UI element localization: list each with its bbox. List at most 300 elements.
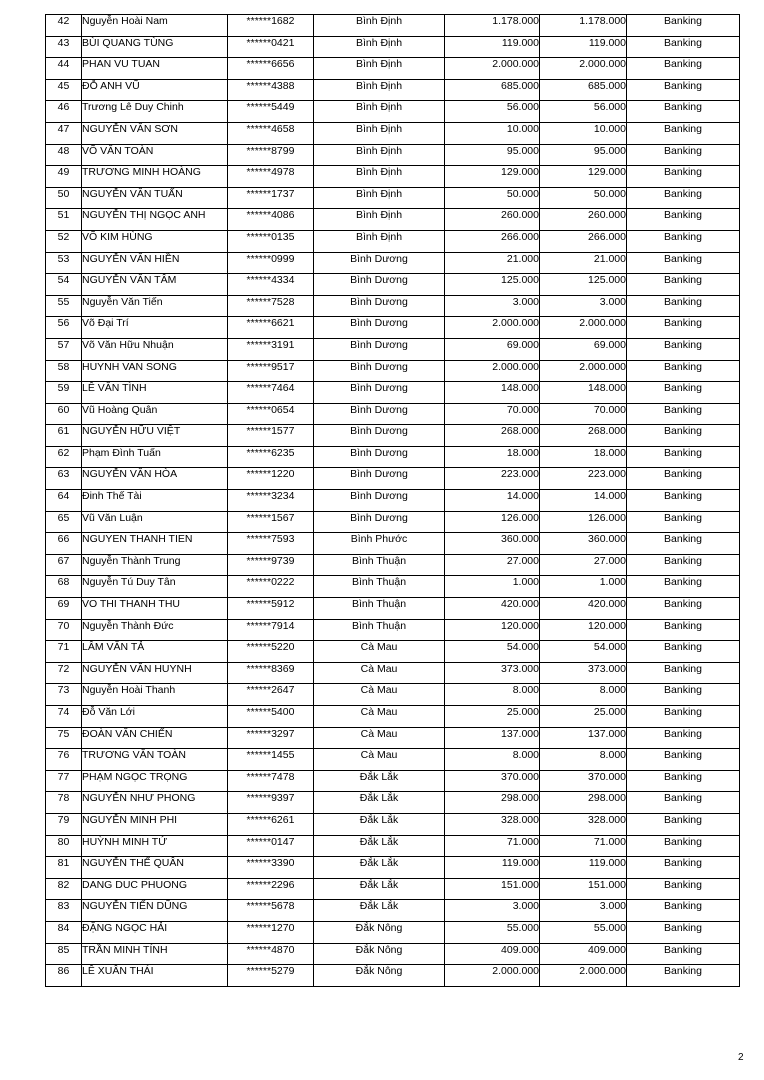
amount: 10.000 (445, 122, 540, 144)
province: Bình Dương (314, 295, 445, 317)
payment-method: Banking (627, 230, 740, 252)
amount: 1.178.000 (445, 15, 540, 37)
donor-name: NGUYỄN VĂN SƠN (82, 122, 228, 144)
amount: 148.000 (445, 382, 540, 404)
account-number: ******7464 (228, 382, 314, 404)
donor-name: Đinh Thế Tài (82, 490, 228, 512)
table-row (46, 468, 740, 490)
table-row (46, 230, 740, 252)
account-number: ******1567 (228, 511, 314, 533)
amount-total: 126.000 (540, 511, 627, 533)
payment-method: Banking (627, 943, 740, 965)
amount: 151.000 (445, 878, 540, 900)
amount: 223.000 (445, 468, 540, 490)
row-number: 43 (46, 36, 82, 58)
donor-name: TRẦN MINH TÍNH (82, 943, 228, 965)
amount: 27.000 (445, 554, 540, 576)
donor-name: NGUYỄN HỮU VIỆT (82, 425, 228, 447)
donor-name: Trương Lê Duy Chinh (82, 101, 228, 123)
donor-name: PHAN VU TUAN (82, 58, 228, 80)
province: Đắk Nông (314, 921, 445, 943)
payment-method: Banking (627, 166, 740, 188)
amount: 3.000 (445, 295, 540, 317)
table-row (46, 598, 740, 620)
amount-total: 2.000.000 (540, 58, 627, 80)
row-number: 58 (46, 360, 82, 382)
province: Đắk Lắk (314, 878, 445, 900)
amount-total: 8.000 (540, 749, 627, 771)
account-number: ******7528 (228, 295, 314, 317)
table-row (46, 770, 740, 792)
province: Cà Mau (314, 706, 445, 728)
account-number: ******3191 (228, 338, 314, 360)
payment-method: Banking (627, 706, 740, 728)
amount: 71.000 (445, 835, 540, 857)
amount: 328.000 (445, 813, 540, 835)
payment-method: Banking (627, 338, 740, 360)
donor-name: PHẠM NGỌC TRỌNG (82, 770, 228, 792)
amount: 2.000.000 (445, 58, 540, 80)
row-number: 83 (46, 900, 82, 922)
amount-total: 71.000 (540, 835, 627, 857)
province: Bình Thuận (314, 554, 445, 576)
province: Bình Dương (314, 511, 445, 533)
row-number: 50 (46, 187, 82, 209)
amount: 373.000 (445, 662, 540, 684)
amount-total: 260.000 (540, 209, 627, 231)
donor-name: LÊ VĂN TÌNH (82, 382, 228, 404)
table-row (46, 425, 740, 447)
account-number: ******4334 (228, 274, 314, 296)
row-number: 80 (46, 835, 82, 857)
amount-total: 14.000 (540, 490, 627, 512)
province: Bình Định (314, 79, 445, 101)
table-row (46, 295, 740, 317)
province: Bình Dương (314, 490, 445, 512)
account-number: ******6261 (228, 813, 314, 835)
province: Bình Định (314, 122, 445, 144)
payment-method: Banking (627, 317, 740, 339)
province: Bình Định (314, 166, 445, 188)
amount-total: 298.000 (540, 792, 627, 814)
donor-name: Phạm Đình Tuấn (82, 446, 228, 468)
table-row (46, 274, 740, 296)
province: Bình Thuận (314, 619, 445, 641)
donor-name: TRƯƠNG VĂN TOÀN (82, 749, 228, 771)
payment-method: Banking (627, 446, 740, 468)
donor-name: Nguyễn Thành Trung (82, 554, 228, 576)
province: Bình Thuận (314, 576, 445, 598)
account-number: ******1220 (228, 468, 314, 490)
account-number: ******6656 (228, 58, 314, 80)
donation-table (45, 14, 740, 987)
donor-name: VÕ KIM HÙNG (82, 230, 228, 252)
amount-total: 1.000 (540, 576, 627, 598)
payment-method: Banking (627, 382, 740, 404)
amount-total: 129.000 (540, 166, 627, 188)
amount-total: 3.000 (540, 900, 627, 922)
account-number: ******0654 (228, 403, 314, 425)
amount-total: 370.000 (540, 770, 627, 792)
table-row (46, 317, 740, 339)
account-number: ******7914 (228, 619, 314, 641)
province: Đắk Lắk (314, 857, 445, 879)
amount-total: 2.000.000 (540, 317, 627, 339)
account-number: ******5279 (228, 965, 314, 987)
donor-name: NGUYEN THANH TIEN (82, 533, 228, 555)
amount: 50.000 (445, 187, 540, 209)
donor-name: ĐOÀN VĂN CHIẾN (82, 727, 228, 749)
payment-method: Banking (627, 101, 740, 123)
table-row (46, 360, 740, 382)
table-row (46, 403, 740, 425)
amount: 69.000 (445, 338, 540, 360)
donor-name: NGUYỄN VĂN HUYNH (82, 662, 228, 684)
payment-method: Banking (627, 727, 740, 749)
donor-name: DANG DUC PHUONG (82, 878, 228, 900)
row-number: 55 (46, 295, 82, 317)
account-number: ******1577 (228, 425, 314, 447)
donor-name: LÂM VĂN TẢ (82, 641, 228, 663)
table-row (46, 511, 740, 533)
donor-name: Nguyễn Hoài Nam (82, 15, 228, 37)
account-number: ******1455 (228, 749, 314, 771)
account-number: ******6621 (228, 317, 314, 339)
amount: 2.000.000 (445, 360, 540, 382)
payment-method: Banking (627, 878, 740, 900)
table-row (46, 122, 740, 144)
amount-total: 119.000 (540, 36, 627, 58)
account-number: ******1682 (228, 15, 314, 37)
donor-name: NGUYỄN TIẾN DŨNG (82, 900, 228, 922)
amount: 409.000 (445, 943, 540, 965)
amount-total: 120.000 (540, 619, 627, 641)
amount: 268.000 (445, 425, 540, 447)
amount-total: 21.000 (540, 252, 627, 274)
account-number: ******4658 (228, 122, 314, 144)
row-number: 49 (46, 166, 82, 188)
donor-name: NGUYỄN THỊ NGỌC ANH (82, 209, 228, 231)
province: Bình Dương (314, 360, 445, 382)
amount-total: 119.000 (540, 857, 627, 879)
payment-method: Banking (627, 490, 740, 512)
table-row (46, 921, 740, 943)
province: Bình Định (314, 58, 445, 80)
table-row (46, 15, 740, 37)
account-number: ******2296 (228, 878, 314, 900)
donor-name: Võ Đại Trí (82, 317, 228, 339)
amount: 55.000 (445, 921, 540, 943)
amount-total: 70.000 (540, 403, 627, 425)
payment-method: Banking (627, 900, 740, 922)
amount: 14.000 (445, 490, 540, 512)
amount-total: 10.000 (540, 122, 627, 144)
province: Đắk Lắk (314, 835, 445, 857)
amount-total: 95.000 (540, 144, 627, 166)
row-number: 64 (46, 490, 82, 512)
table-row (46, 965, 740, 987)
table-row (46, 706, 740, 728)
amount: 56.000 (445, 101, 540, 123)
amount-total: 266.000 (540, 230, 627, 252)
row-number: 69 (46, 598, 82, 620)
payment-method: Banking (627, 749, 740, 771)
payment-method: Banking (627, 15, 740, 37)
row-number: 60 (46, 403, 82, 425)
row-number: 53 (46, 252, 82, 274)
province: Cà Mau (314, 749, 445, 771)
payment-method: Banking (627, 576, 740, 598)
account-number: ******3297 (228, 727, 314, 749)
province: Bình Định (314, 15, 445, 37)
account-number: ******4388 (228, 79, 314, 101)
row-number: 57 (46, 338, 82, 360)
amount: 119.000 (445, 857, 540, 879)
page-number: 2 (738, 1052, 744, 1063)
amount: 685.000 (445, 79, 540, 101)
payment-method: Banking (627, 965, 740, 987)
province: Cà Mau (314, 662, 445, 684)
account-number: ******3390 (228, 857, 314, 879)
amount-total: 268.000 (540, 425, 627, 447)
table-row (46, 813, 740, 835)
table-row (46, 662, 740, 684)
table-row (46, 533, 740, 555)
table-row (46, 36, 740, 58)
donor-name: LÊ XUÂN THÁI (82, 965, 228, 987)
donor-name: Vũ Hoàng Quân (82, 403, 228, 425)
donor-name: BÙI QUANG TÙNG (82, 36, 228, 58)
account-number: ******6235 (228, 446, 314, 468)
table-row (46, 943, 740, 965)
amount-total: 8.000 (540, 684, 627, 706)
table-row (46, 727, 740, 749)
account-number: ******4870 (228, 943, 314, 965)
donor-name: VO THI THANH THU (82, 598, 228, 620)
province: Bình Định (314, 209, 445, 231)
amount: 370.000 (445, 770, 540, 792)
payment-method: Banking (627, 209, 740, 231)
amount-total: 27.000 (540, 554, 627, 576)
amount: 420.000 (445, 598, 540, 620)
payment-method: Banking (627, 295, 740, 317)
amount-total: 3.000 (540, 295, 627, 317)
payment-method: Banking (627, 835, 740, 857)
row-number: 45 (46, 79, 82, 101)
donor-name: Nguyễn Văn Tiến (82, 295, 228, 317)
donor-name: Nguyễn Tú Duy Tân (82, 576, 228, 598)
table-row (46, 554, 740, 576)
row-number: 44 (46, 58, 82, 80)
province: Cà Mau (314, 727, 445, 749)
row-number: 61 (46, 425, 82, 447)
row-number: 47 (46, 122, 82, 144)
amount: 120.000 (445, 619, 540, 641)
account-number: ******0999 (228, 252, 314, 274)
amount: 8.000 (445, 749, 540, 771)
province: Bình Định (314, 101, 445, 123)
amount-total: 1.178.000 (540, 15, 627, 37)
table-row (46, 619, 740, 641)
amount-total: 420.000 (540, 598, 627, 620)
province: Đắk Lắk (314, 813, 445, 835)
province: Đắk Lắk (314, 792, 445, 814)
province: Bình Phước (314, 533, 445, 555)
province: Đắk Nông (314, 943, 445, 965)
table-row (46, 792, 740, 814)
amount-total: 2.000.000 (540, 965, 627, 987)
account-number: ******5400 (228, 706, 314, 728)
province: Cà Mau (314, 684, 445, 706)
row-number: 51 (46, 209, 82, 231)
payment-method: Banking (627, 144, 740, 166)
province: Bình Dương (314, 425, 445, 447)
payment-method: Banking (627, 511, 740, 533)
donor-name: Vũ Văn Luận (82, 511, 228, 533)
amount: 70.000 (445, 403, 540, 425)
amount: 119.000 (445, 36, 540, 58)
donor-name: NGUYỄN VĂN HIỀN (82, 252, 228, 274)
payment-method: Banking (627, 360, 740, 382)
row-number: 74 (46, 706, 82, 728)
row-number: 82 (46, 878, 82, 900)
donor-name: HUỲNH MINH TỨ (82, 835, 228, 857)
row-number: 54 (46, 274, 82, 296)
amount: 54.000 (445, 641, 540, 663)
row-number: 65 (46, 511, 82, 533)
amount: 8.000 (445, 684, 540, 706)
payment-method: Banking (627, 425, 740, 447)
row-number: 56 (46, 317, 82, 339)
amount: 260.000 (445, 209, 540, 231)
payment-method: Banking (627, 274, 740, 296)
row-number: 84 (46, 921, 82, 943)
account-number: ******7593 (228, 533, 314, 555)
payment-method: Banking (627, 792, 740, 814)
province: Đắk Lắk (314, 900, 445, 922)
amount-total: 69.000 (540, 338, 627, 360)
amount-total: 50.000 (540, 187, 627, 209)
amount-total: 373.000 (540, 662, 627, 684)
account-number: ******5449 (228, 101, 314, 123)
donor-name: ĐỖ ANH VŨ (82, 79, 228, 101)
account-number: ******4086 (228, 209, 314, 231)
payment-method: Banking (627, 619, 740, 641)
table-row (46, 79, 740, 101)
province: Cà Mau (314, 641, 445, 663)
amount-total: 125.000 (540, 274, 627, 296)
province: Bình Định (314, 144, 445, 166)
amount-total: 137.000 (540, 727, 627, 749)
account-number: ******2647 (228, 684, 314, 706)
payment-method: Banking (627, 58, 740, 80)
account-number: ******8799 (228, 144, 314, 166)
table-row (46, 144, 740, 166)
amount: 3.000 (445, 900, 540, 922)
account-number: ******9517 (228, 360, 314, 382)
payment-method: Banking (627, 252, 740, 274)
account-number: ******5678 (228, 900, 314, 922)
payment-method: Banking (627, 122, 740, 144)
amount-total: 360.000 (540, 533, 627, 555)
row-number: 67 (46, 554, 82, 576)
amount: 298.000 (445, 792, 540, 814)
payment-method: Banking (627, 79, 740, 101)
donor-name: Võ Văn Hữu Nhuận (82, 338, 228, 360)
province: Bình Dương (314, 317, 445, 339)
account-number: ******3234 (228, 490, 314, 512)
table-row (46, 382, 740, 404)
row-number: 62 (46, 446, 82, 468)
donor-name: Nguyễn Thành Đức (82, 619, 228, 641)
account-number: ******4978 (228, 166, 314, 188)
account-number: ******0135 (228, 230, 314, 252)
account-number: ******1270 (228, 921, 314, 943)
payment-method: Banking (627, 641, 740, 663)
province: Bình Định (314, 187, 445, 209)
amount: 266.000 (445, 230, 540, 252)
province: Bình Dương (314, 338, 445, 360)
payment-method: Banking (627, 857, 740, 879)
province: Đắk Lắk (314, 770, 445, 792)
province: Bình Dương (314, 468, 445, 490)
row-number: 68 (46, 576, 82, 598)
donor-name: NGUYỄN VĂN TUẤN (82, 187, 228, 209)
province: Bình Định (314, 36, 445, 58)
table-row (46, 490, 740, 512)
donor-name: NGUYỄN THẾ QUÂN (82, 857, 228, 879)
donor-name: NGUYỄN VĂN HÒA (82, 468, 228, 490)
donor-name: HUYNH VAN SONG (82, 360, 228, 382)
amount: 2.000.000 (445, 965, 540, 987)
account-number: ******5220 (228, 641, 314, 663)
amount-total: 328.000 (540, 813, 627, 835)
amount-total: 25.000 (540, 706, 627, 728)
amount: 125.000 (445, 274, 540, 296)
payment-method: Banking (627, 770, 740, 792)
row-number: 59 (46, 382, 82, 404)
row-number: 79 (46, 813, 82, 835)
account-number: ******0147 (228, 835, 314, 857)
account-number: ******1737 (228, 187, 314, 209)
amount-total: 56.000 (540, 101, 627, 123)
payment-method: Banking (627, 187, 740, 209)
row-number: 71 (46, 641, 82, 663)
amount: 18.000 (445, 446, 540, 468)
amount: 126.000 (445, 511, 540, 533)
table-row (46, 749, 740, 771)
row-number: 85 (46, 943, 82, 965)
province: Bình Định (314, 230, 445, 252)
row-number: 63 (46, 468, 82, 490)
row-number: 77 (46, 770, 82, 792)
payment-method: Banking (627, 533, 740, 555)
province: Bình Dương (314, 446, 445, 468)
amount: 129.000 (445, 166, 540, 188)
table-row (46, 338, 740, 360)
province: Đắk Nông (314, 965, 445, 987)
table-row (46, 252, 740, 274)
amount-total: 54.000 (540, 641, 627, 663)
row-number: 81 (46, 857, 82, 879)
payment-method: Banking (627, 598, 740, 620)
payment-method: Banking (627, 403, 740, 425)
row-number: 52 (46, 230, 82, 252)
donor-name: ĐẶNG NGỌC HẢI (82, 921, 228, 943)
table-row (46, 835, 740, 857)
row-number: 86 (46, 965, 82, 987)
donor-name: Đỗ Văn Lới (82, 706, 228, 728)
